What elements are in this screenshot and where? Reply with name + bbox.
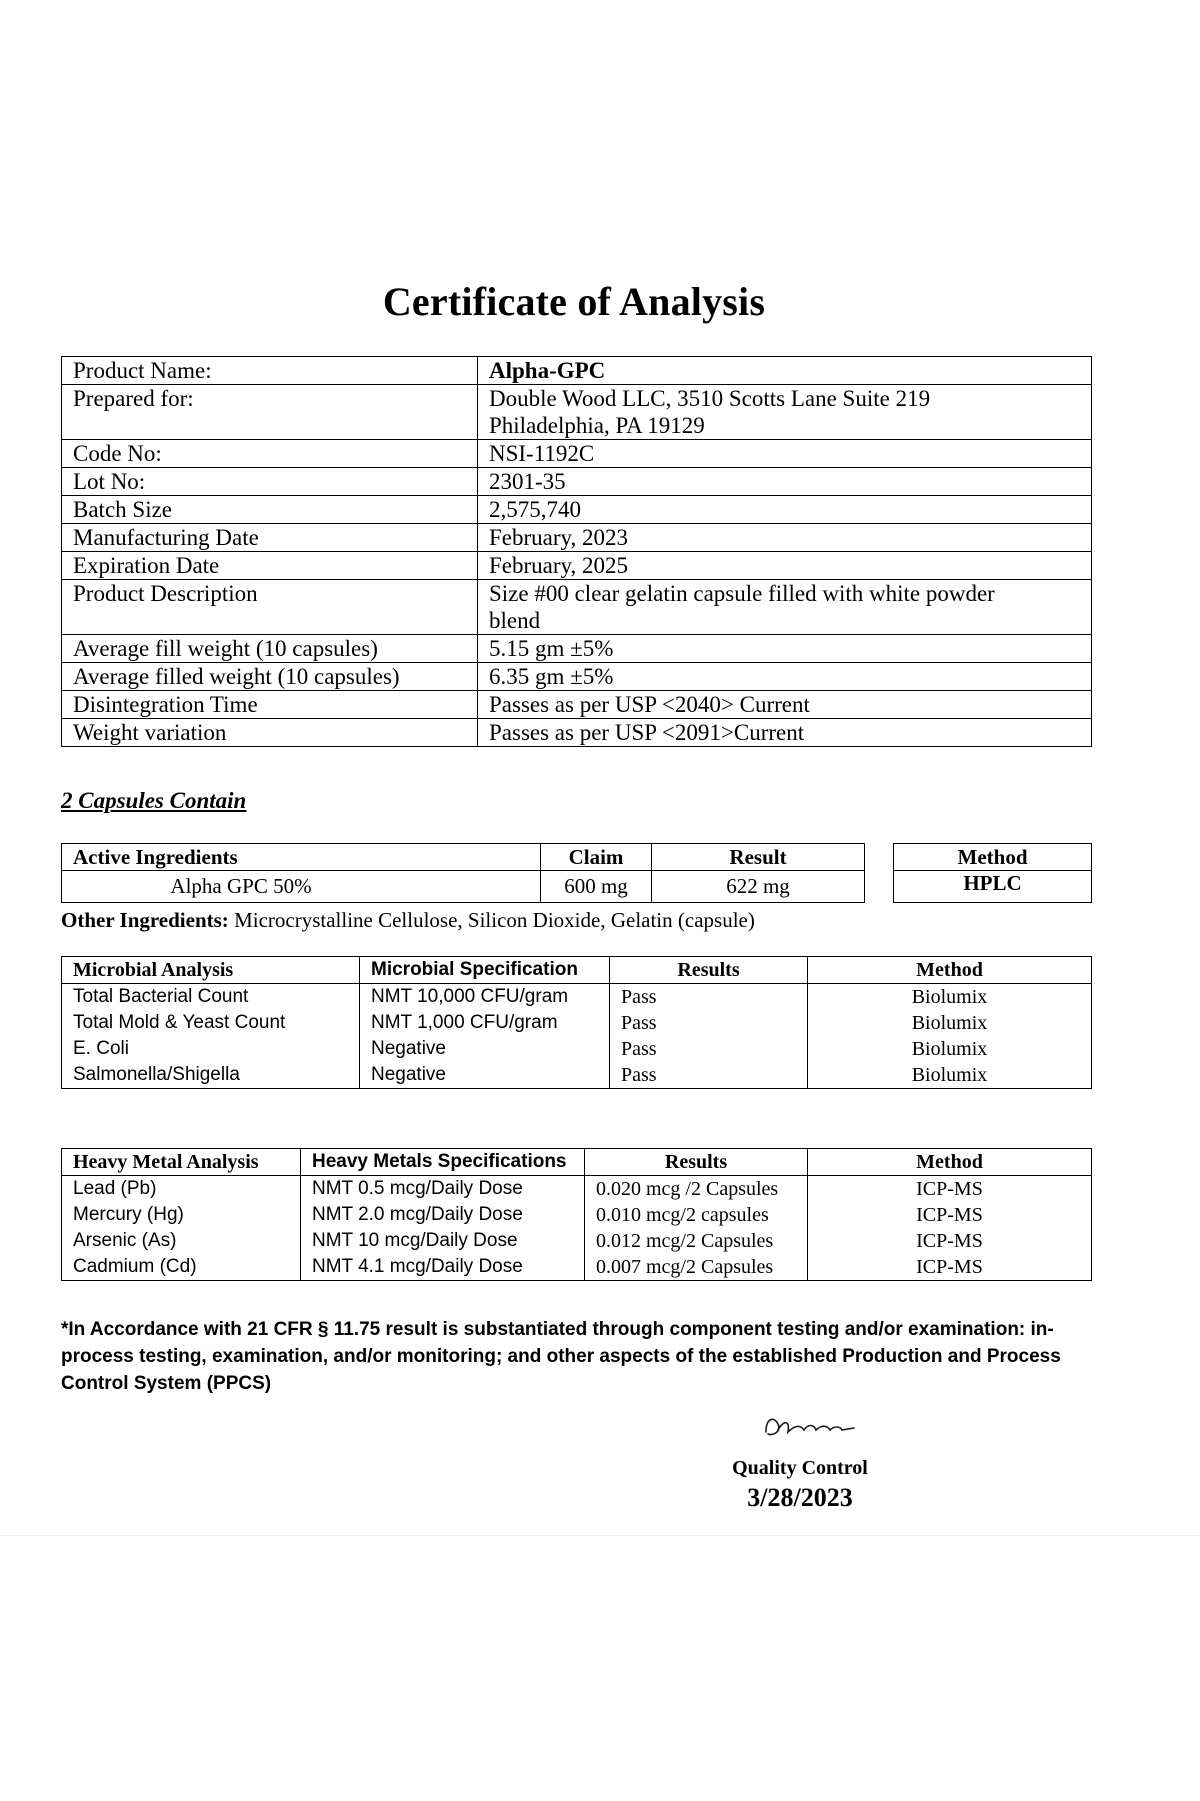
- header-method: Method: [808, 1149, 1092, 1176]
- table-cell: Total Bacterial Count: [62, 984, 360, 1011]
- header-heavy-metal-spec: Heavy Metals Specifications: [301, 1149, 585, 1176]
- table-cell: Biolumix: [808, 1010, 1092, 1036]
- table-row: [62, 385, 1092, 440]
- table-cell: Arsenic (As): [62, 1228, 301, 1254]
- info-label: Product Description: [62, 580, 478, 635]
- table-cell: ICP-MS: [808, 1176, 1092, 1203]
- header-heavy-metal-analysis: Heavy Metal Analysis: [62, 1149, 301, 1176]
- info-value-line: February, 2025: [489, 553, 629, 578]
- table-row: [62, 663, 1092, 691]
- info-value: [478, 663, 1092, 691]
- table-header-row: [62, 844, 1092, 871]
- info-label: Prepared for:: [62, 385, 478, 440]
- capsules-heading: 2 Capsules Contain: [61, 788, 247, 813]
- approval-date: 3/28/2023: [747, 1483, 853, 1512]
- info-value-line: February, 2023: [489, 525, 629, 550]
- document-title: Certificate of Analysis: [382, 279, 766, 324]
- header-method: Method: [808, 957, 1092, 984]
- table-cell: 0.010 mcg/2 capsules: [585, 1202, 808, 1228]
- info-value-line: 2301-35: [489, 469, 566, 494]
- other-ingredients-label: Other Ingredients:: [61, 908, 229, 932]
- table-row: [62, 468, 1092, 496]
- other-ingredients-text: Microcrystalline Cellulose, Silicon Dioxide, Gelatin (capsule): [234, 908, 755, 932]
- table-row: [62, 691, 1092, 719]
- info-value-line: 6.35 gm ±5%: [489, 664, 614, 689]
- other-ingredients: [61, 908, 755, 933]
- info-label: Weight variation: [62, 719, 478, 747]
- quality-control-label: Quality Control: [732, 1457, 868, 1479]
- info-value-line: blend: [489, 608, 541, 633]
- table-cell: 0.007 mcg/2 Capsules: [585, 1254, 808, 1281]
- info-value-line: Passes as per USP <2040> Current: [489, 692, 810, 717]
- table-row: [62, 1062, 1092, 1089]
- info-value: [478, 357, 1092, 385]
- info-value: [478, 580, 1092, 635]
- info-value: [478, 691, 1092, 719]
- header-microbial-spec: Microbial Specification: [360, 957, 610, 984]
- table-cell: ICP-MS: [808, 1228, 1092, 1254]
- header-result: Result: [652, 844, 865, 871]
- table-row: [62, 1228, 1092, 1254]
- info-value-line: 5.15 gm ±5%: [489, 636, 614, 661]
- row-spacer: [865, 871, 894, 903]
- info-label: Disintegration Time: [62, 691, 478, 719]
- table-row: [62, 1176, 1092, 1203]
- header-results: Results: [585, 1149, 808, 1176]
- header-microbial-analysis: Microbial Analysis: [62, 957, 360, 984]
- info-value-line: NSI-1192C: [489, 441, 595, 466]
- info-label: Average filled weight (10 capsules): [62, 663, 478, 691]
- table-cell: NMT 0.5 mcg/Daily Dose: [301, 1176, 585, 1203]
- table-row: [62, 1036, 1092, 1062]
- table-cell: Biolumix: [808, 1062, 1092, 1089]
- table-cell: Biolumix: [808, 984, 1092, 1011]
- table-cell: E. Coli: [62, 1036, 360, 1062]
- table-row: [62, 440, 1092, 468]
- info-value: [478, 635, 1092, 663]
- table-row: [62, 1254, 1092, 1281]
- info-value: [478, 468, 1092, 496]
- table-cell: NMT 10,000 CFU/gram: [360, 984, 610, 1011]
- table-cell: 0.020 mcg /2 Capsules: [585, 1176, 808, 1203]
- table-row: [62, 524, 1092, 552]
- table-cell: Negative: [360, 1036, 610, 1062]
- ingredient-claim: 600 mg: [541, 871, 652, 903]
- table-row: [62, 496, 1092, 524]
- info-label: Expiration Date: [62, 552, 478, 580]
- info-label: Product Name:: [62, 357, 478, 385]
- product-info-table: [61, 356, 1092, 747]
- info-value-line: Double Wood LLC, 3510 Scotts Lane Suite 219: [489, 386, 931, 411]
- table-row: [62, 552, 1092, 580]
- info-label: Manufacturing Date: [62, 524, 478, 552]
- header-spacer: [865, 844, 894, 871]
- header-claim: Claim: [541, 844, 652, 871]
- table-cell: NMT 10 mcg/Daily Dose: [301, 1228, 585, 1254]
- table-cell: Salmonella/Shigella: [62, 1062, 360, 1089]
- info-value-line: 2,575,740: [489, 497, 581, 522]
- header-method: Method: [894, 844, 1092, 871]
- table-cell: 0.012 mcg/2 Capsules: [585, 1228, 808, 1254]
- table-cell: Pass: [610, 984, 808, 1011]
- info-value: [478, 719, 1092, 747]
- table-header-row: [62, 957, 1092, 984]
- info-label: Average fill weight (10 capsules): [62, 635, 478, 663]
- ingredient-method: HPLC: [894, 871, 1092, 903]
- table-cell: Pass: [610, 1062, 808, 1089]
- table-row: [62, 871, 1092, 903]
- info-value: [478, 552, 1092, 580]
- info-value-line: Passes as per USP <2091>Current: [489, 720, 805, 745]
- info-value-line: Alpha-GPC: [489, 358, 606, 383]
- ingredient-name: Alpha GPC 50%: [62, 871, 541, 903]
- table-row: [62, 719, 1092, 747]
- table-row: [62, 580, 1092, 635]
- table-header-row: [62, 1149, 1092, 1176]
- table-row: [62, 1202, 1092, 1228]
- signature: [760, 1410, 860, 1442]
- info-value-line: Philadelphia, PA 19129: [489, 413, 705, 438]
- table-cell: Mercury (Hg): [62, 1202, 301, 1228]
- table-cell: Cadmium (Cd): [62, 1254, 301, 1281]
- table-cell: ICP-MS: [808, 1202, 1092, 1228]
- ingredient-result: 622 mg: [652, 871, 865, 903]
- table-row: [62, 635, 1092, 663]
- info-label: Batch Size: [62, 496, 478, 524]
- info-value: [478, 496, 1092, 524]
- table-cell: ICP-MS: [808, 1254, 1092, 1281]
- info-value-line: Size #00 clear gelatin capsule filled with white powder: [489, 581, 995, 606]
- info-value: [478, 524, 1092, 552]
- table-row: [62, 984, 1092, 1011]
- info-label: Code No:: [62, 440, 478, 468]
- info-value: [478, 440, 1092, 468]
- table-cell: Pass: [610, 1010, 808, 1036]
- table-row: [62, 1010, 1092, 1036]
- compliance-note: *In Accordance with 21 CFR § 11.75 result is substantiated through component testing and/or examination: in-process testing, examination, and/or monitoring; and other aspects of the established Production and Process Control System (PPCS): [61, 1319, 1061, 1394]
- header-active-ingredients: Active Ingredients: [62, 844, 541, 871]
- active-ingredients-table: [61, 843, 1092, 903]
- info-label: Lot No:: [62, 468, 478, 496]
- table-cell: NMT 4.1 mcg/Daily Dose: [301, 1254, 585, 1281]
- microbial-analysis-table: [61, 956, 1092, 1089]
- table-cell: Negative: [360, 1062, 610, 1089]
- table-cell: Pass: [610, 1036, 808, 1062]
- info-value: [478, 385, 1092, 440]
- table-cell: Lead (Pb): [62, 1176, 301, 1203]
- table-cell: Total Mold & Yeast Count: [62, 1010, 360, 1036]
- table-cell: Biolumix: [808, 1036, 1092, 1062]
- table-cell: NMT 2.0 mcg/Daily Dose: [301, 1202, 585, 1228]
- heavy-metal-table: [61, 1148, 1092, 1281]
- table-cell: NMT 1,000 CFU/gram: [360, 1010, 610, 1036]
- header-results: Results: [610, 957, 808, 984]
- page-margin: [0, 1535, 1200, 1801]
- table-row: [62, 357, 1092, 385]
